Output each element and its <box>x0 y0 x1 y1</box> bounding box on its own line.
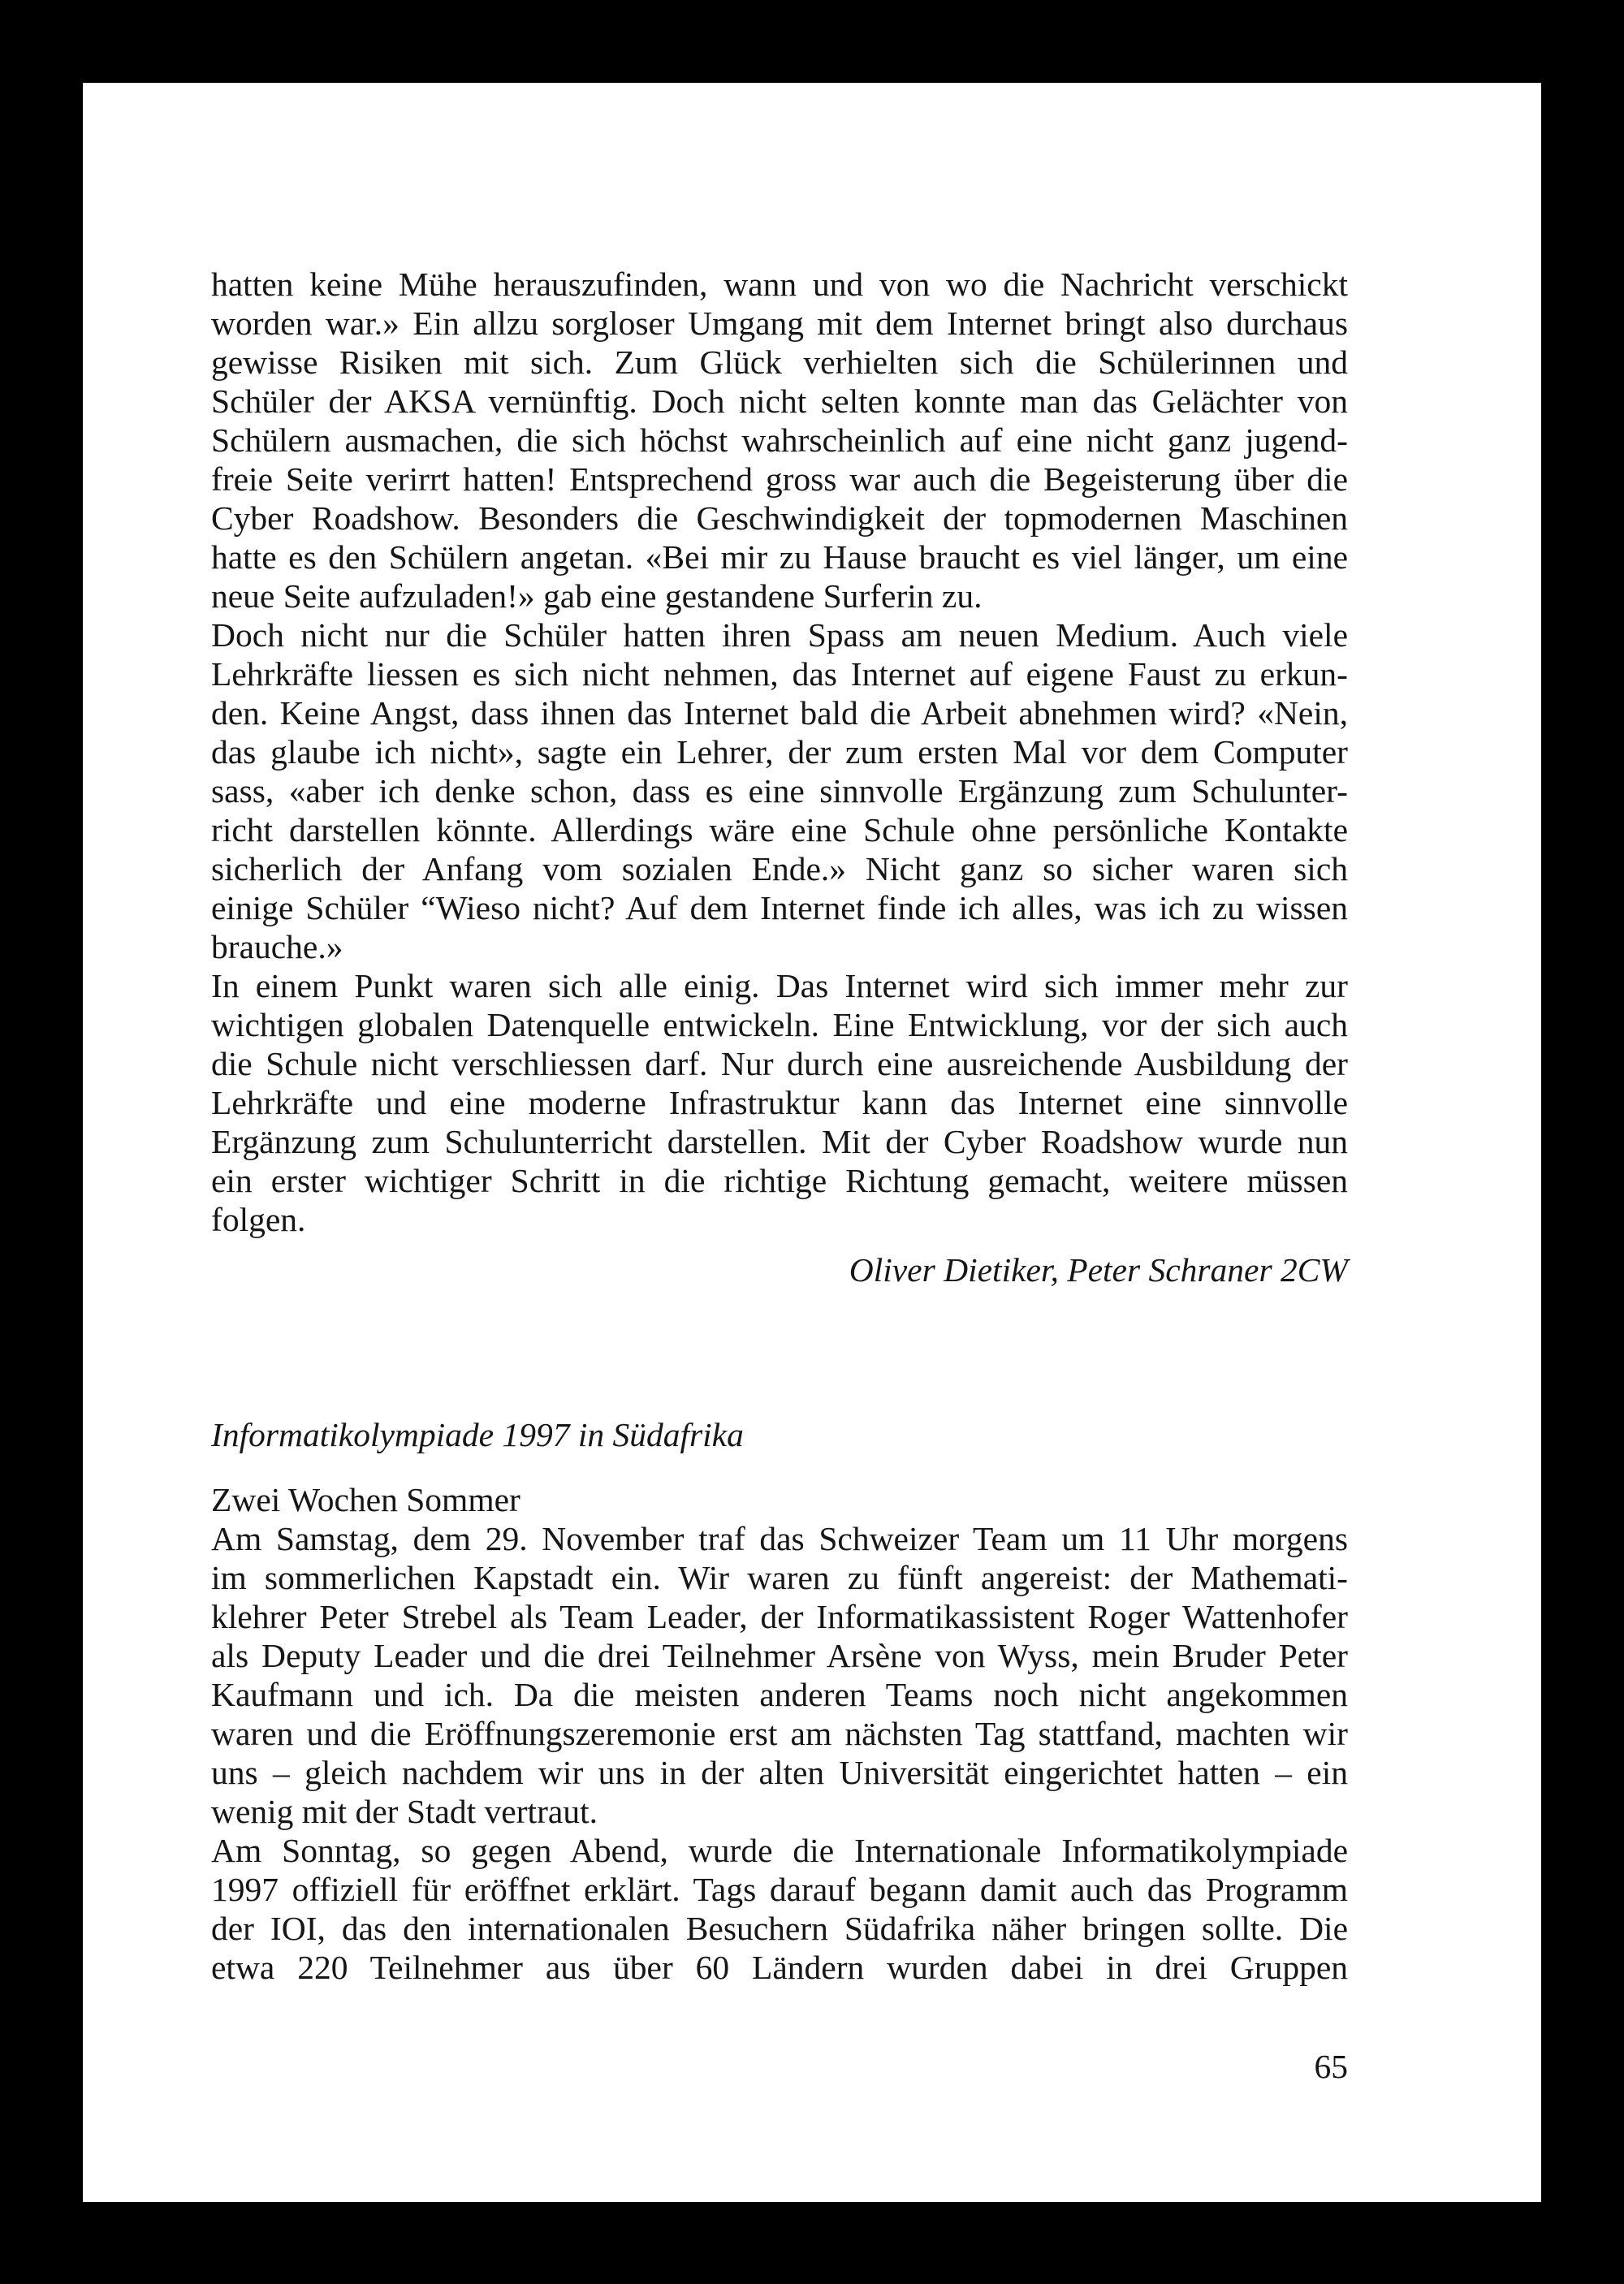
text-line: etwa 220 Teilnehmer aus über 60 Ländern wurden dabei in drei Gruppen <box>211 1949 1348 1986</box>
text-line: hatte es den Schülern angetan. «Bei mir zu Hause braucht es viel länger, um eine <box>211 538 1348 576</box>
text-line: Kaufmann und ich. Da die meisten anderen Teams noch nicht angekommen <box>211 1676 1348 1713</box>
text-line: waren und die Eröffnungszeremonie erst am nächsten Tag stattfand, machten wir <box>211 1715 1348 1752</box>
text-line: im sommerlichen Kapstadt ein. Wir waren zu fünft angereist: der Mathemati- <box>211 1559 1348 1596</box>
text-line: der IOI, das den internationalen Besuchern Südafrika näher bringen sollte. Die <box>211 1910 1348 1947</box>
text-line: sicherlich der Anfang vom sozialen Ende.» Nicht ganz so sicher waren sich <box>211 850 1348 887</box>
text-line: Am Sonntag, so gegen Abend, wurde die Internationale Informatikolympiade <box>211 1832 1348 1869</box>
text-line: Cyber Roadshow. Besonders die Geschwindigkeit der topmodernen Maschinen <box>211 499 1348 537</box>
text-line: Ergänzung zum Schulunterricht darstellen. Mit der Cyber Roadshow wurde nun <box>211 1123 1348 1160</box>
text-line: Schülern ausmachen, die sich höchst wahrscheinlich auf eine nicht ganz jugend- <box>211 421 1348 459</box>
text-line: neue Seite aufzuladen!» gab eine gestandene Surferin zu. <box>211 577 983 615</box>
text-line: sass, «aber ich denke schon, dass es eine sinnvolle Ergänzung zum Schulunter- <box>211 772 1348 810</box>
text-line: folgen. <box>211 1201 306 1238</box>
text-line: Lehrkräfte liessen es sich nicht nehmen, das Internet auf eigene Faust zu erkun- <box>211 655 1348 693</box>
text-line: gewisse Risiken mit sich. Zum Glück verhielten sich die Schülerinnen und <box>211 343 1348 381</box>
article-subtitle: Zwei Wochen Sommer <box>211 1481 520 1518</box>
text-line: Am Samstag, dem 29. November traf das Schweizer Team um 11 Uhr morgens <box>211 1520 1348 1557</box>
text-line: richt darstellen könnte. Allerdings wäre eine Schule ohne persönliche Kontakte <box>211 811 1348 848</box>
text-line: klehrer Peter Strebel als Team Leader, der Informatikassistent Roger Wattenhofer <box>211 1598 1348 1635</box>
text-line: als Deputy Leader und die drei Teilnehmer Arsène von Wyss, mein Bruder Peter <box>211 1637 1348 1674</box>
text-line: In einem Punkt waren sich alle einig. Das Internet wird sich immer mehr zur <box>211 967 1348 1004</box>
text-line: Lehrkräfte und eine moderne Infrastruktur kann das Internet eine sinnvolle <box>211 1084 1348 1121</box>
article-author: Oliver Dietiker, Peter Schraner 2CW <box>849 1251 1348 1289</box>
text-line: Doch nicht nur die Schüler hatten ihren Spass am neuen Medium. Auch viele <box>211 616 1348 654</box>
text-line: die Schule nicht verschliessen darf. Nur durch eine ausreichende Ausbildung der <box>211 1045 1348 1082</box>
text-line: freie Seite verirrt hatten! Entsprechend gross war auch die Begeisterung über die <box>211 460 1348 498</box>
article-title: Informatikolympiade 1997 in Südafrika <box>211 1416 744 1453</box>
article-informatikolympiade <box>211 1414 1348 2023</box>
document-page <box>83 83 1541 2202</box>
text-line: das glaube ich nicht», sagte ein Lehrer, der zum ersten Mal vor dem Computer <box>211 733 1348 771</box>
text-line: hatten keine Mühe herauszufinden, wann und von wo die Nachricht verschickt <box>211 266 1348 303</box>
text-line: den. Keine Angst, dass ihnen das Internet bald die Arbeit abnehmen wird? «Nein, <box>211 694 1348 732</box>
text-line: worden war.» Ein allzu sorgloser Umgang mit dem Internet bringt also durchaus <box>211 304 1348 342</box>
text-line: wichtigen globalen Datenquelle entwickeln. Eine Entwicklung, vor der sich auch <box>211 1006 1348 1043</box>
text-line: Schüler der AKSA vernünftig. Doch nicht selten konnte man das Gelächter von <box>211 382 1348 420</box>
page-number: 65 <box>1314 2048 1348 2085</box>
text-line: uns – gleich nachdem wir uns in der alten Universität eingerichtet hatten – ein <box>211 1754 1348 1791</box>
article-cyber-roadshow <box>211 264 1348 1319</box>
text-line: einige Schüler “Wieso nicht? Auf dem Internet finde ich alles, was ich zu wissen <box>211 889 1348 926</box>
text-line: wenig mit der Stadt vertraut. <box>211 1793 598 1830</box>
text-line: ein erster wichtiger Schritt in die richtige Richtung gemacht, weitere müssen <box>211 1162 1348 1199</box>
text-line: brauche.» <box>211 928 343 965</box>
text-line: 1997 offiziell für eröffnet erklärt. Tags darauf begann damit auch das Programm <box>211 1871 1348 1908</box>
